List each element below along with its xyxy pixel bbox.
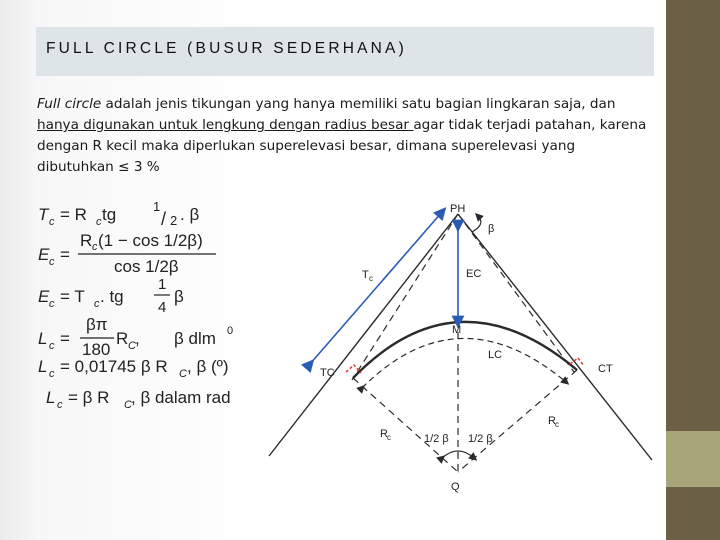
- beta-angle-arc-ph: [472, 216, 481, 232]
- formula-tc-num: 1: [153, 199, 161, 214]
- formula-ec-num-rest: (1 − cos 1/2β): [98, 231, 203, 250]
- formula-lc-r: R: [116, 329, 129, 348]
- label-beta-top: β: [488, 223, 495, 235]
- formula-tc-rhs-sub: c: [96, 216, 102, 228]
- label-tc-sub: c: [369, 274, 373, 283]
- formula-lc3-rhs: = β R: [68, 388, 110, 407]
- formula-ec2-tg: . tg: [100, 287, 124, 306]
- formula-lc-eq: =: [60, 329, 70, 348]
- formula-block: [34, 198, 266, 413]
- label-rc-left-sub: c: [387, 433, 391, 442]
- formula-lc2-rhs: = 0,01745 β R: [60, 357, 168, 376]
- formula-tc-rhs: = R: [60, 205, 87, 224]
- formula-svg: [34, 198, 266, 413]
- formula-ec2-rhs: = T: [60, 287, 85, 306]
- formula-ec2-beta: β: [174, 287, 184, 306]
- formula-ec2-rhs-sub: c: [94, 298, 100, 310]
- label-q: Q: [451, 481, 460, 493]
- formula-tc-lhs: T: [38, 205, 49, 224]
- body-text-underlined: hanya digunakan untuk lengkung dengan radius besar: [37, 117, 414, 133]
- diagram-svg: [262, 202, 662, 494]
- label-half-beta-right: 1/2 β: [468, 433, 493, 445]
- formula-ec2-sub: c: [49, 298, 55, 310]
- sidebar-dark-block-bottom: [666, 487, 720, 540]
- formula-tc-slash: /: [161, 209, 167, 229]
- formula-ec-num: R: [80, 231, 93, 250]
- label-rc-left: R: [380, 428, 388, 440]
- label-m: M: [452, 324, 462, 336]
- tc-dimension-arrow: [310, 212, 442, 364]
- formula-lc-unit: β dlm: [174, 329, 216, 348]
- formula-ec-lhs: E: [38, 245, 50, 264]
- radius-right-dashed: [458, 370, 577, 472]
- formula-ec-den: cos 1/2β: [114, 257, 179, 276]
- label-rc-right: R: [548, 415, 556, 427]
- formula-lc2-rhs-sub: C: [179, 368, 187, 380]
- formula-lc3-rhs-sub: C: [124, 399, 132, 411]
- label-ph: PH: [450, 203, 466, 215]
- sidebar-dark-block: [666, 0, 720, 431]
- label-rc-right-sub: c: [555, 420, 559, 429]
- formula-ec-eq: =: [60, 245, 70, 264]
- sidebar-light-block: [666, 431, 720, 487]
- body-text-part1: adalah jenis tikungan yang hanya memiliki satu bagian lingkaran saja, dan: [101, 96, 616, 112]
- formula-lc2-unit: , β (º): [187, 357, 229, 376]
- formula-lc2-sub: c: [49, 368, 55, 380]
- formula-lc-sub: c: [49, 340, 55, 352]
- full-circle-diagram: [262, 202, 662, 494]
- label-tc: T: [362, 269, 369, 281]
- formula-ec2-lhs: E: [38, 287, 50, 306]
- formula-lc3-sub: c: [57, 399, 63, 411]
- formula-tc-beta: . β: [180, 205, 200, 224]
- formula-lc3-lhs: L: [46, 388, 56, 407]
- formula-ec2-num: 1: [158, 276, 167, 293]
- formula-lc3-unit: , β dalam rad: [131, 388, 231, 407]
- formula-tc-den: 2: [170, 213, 178, 228]
- term-full-circle: Full circle: [37, 96, 102, 112]
- formula-lc-comma: ,: [135, 329, 140, 348]
- formula-ec-num-sub: c: [92, 241, 98, 253]
- formula-tc-sub: c: [49, 216, 55, 228]
- slide-title: FULL CIRCLE (BUSUR SEDERHANA): [46, 40, 407, 57]
- formula-lc2-lhs: L: [38, 357, 48, 376]
- formula-lc-unit-sup: 0: [227, 325, 234, 337]
- tangent-left-line: [269, 214, 458, 456]
- extension-right-dashed: [458, 214, 574, 372]
- label-ct-point: CT: [598, 363, 613, 375]
- decorative-sidebar: [666, 0, 720, 540]
- formula-lc-lhs: L: [38, 329, 48, 348]
- formula-lc-num: βπ: [86, 315, 108, 334]
- label-half-beta-left: 1/2 β: [424, 433, 449, 445]
- formula-ec2-den: 4: [158, 299, 167, 316]
- label-lc: LC: [488, 349, 503, 361]
- formula-lc-r-sub: C: [128, 340, 136, 352]
- formula-ec-sub: c: [49, 256, 55, 268]
- label-tc-point: TC: [320, 367, 335, 379]
- body-paragraph: [37, 94, 647, 178]
- formula-tc-tg: tg: [102, 205, 117, 224]
- title-bar: [36, 27, 654, 76]
- formula-lc-den: 180: [82, 340, 111, 359]
- label-ec: EC: [466, 268, 482, 280]
- body-text-part2: agar tidak terjadi patahan, karena dengan R kecil maka diperlukan superelevasi besar, dimana superelevasi yang dibutuhkan ≤ 3 %: [37, 117, 647, 175]
